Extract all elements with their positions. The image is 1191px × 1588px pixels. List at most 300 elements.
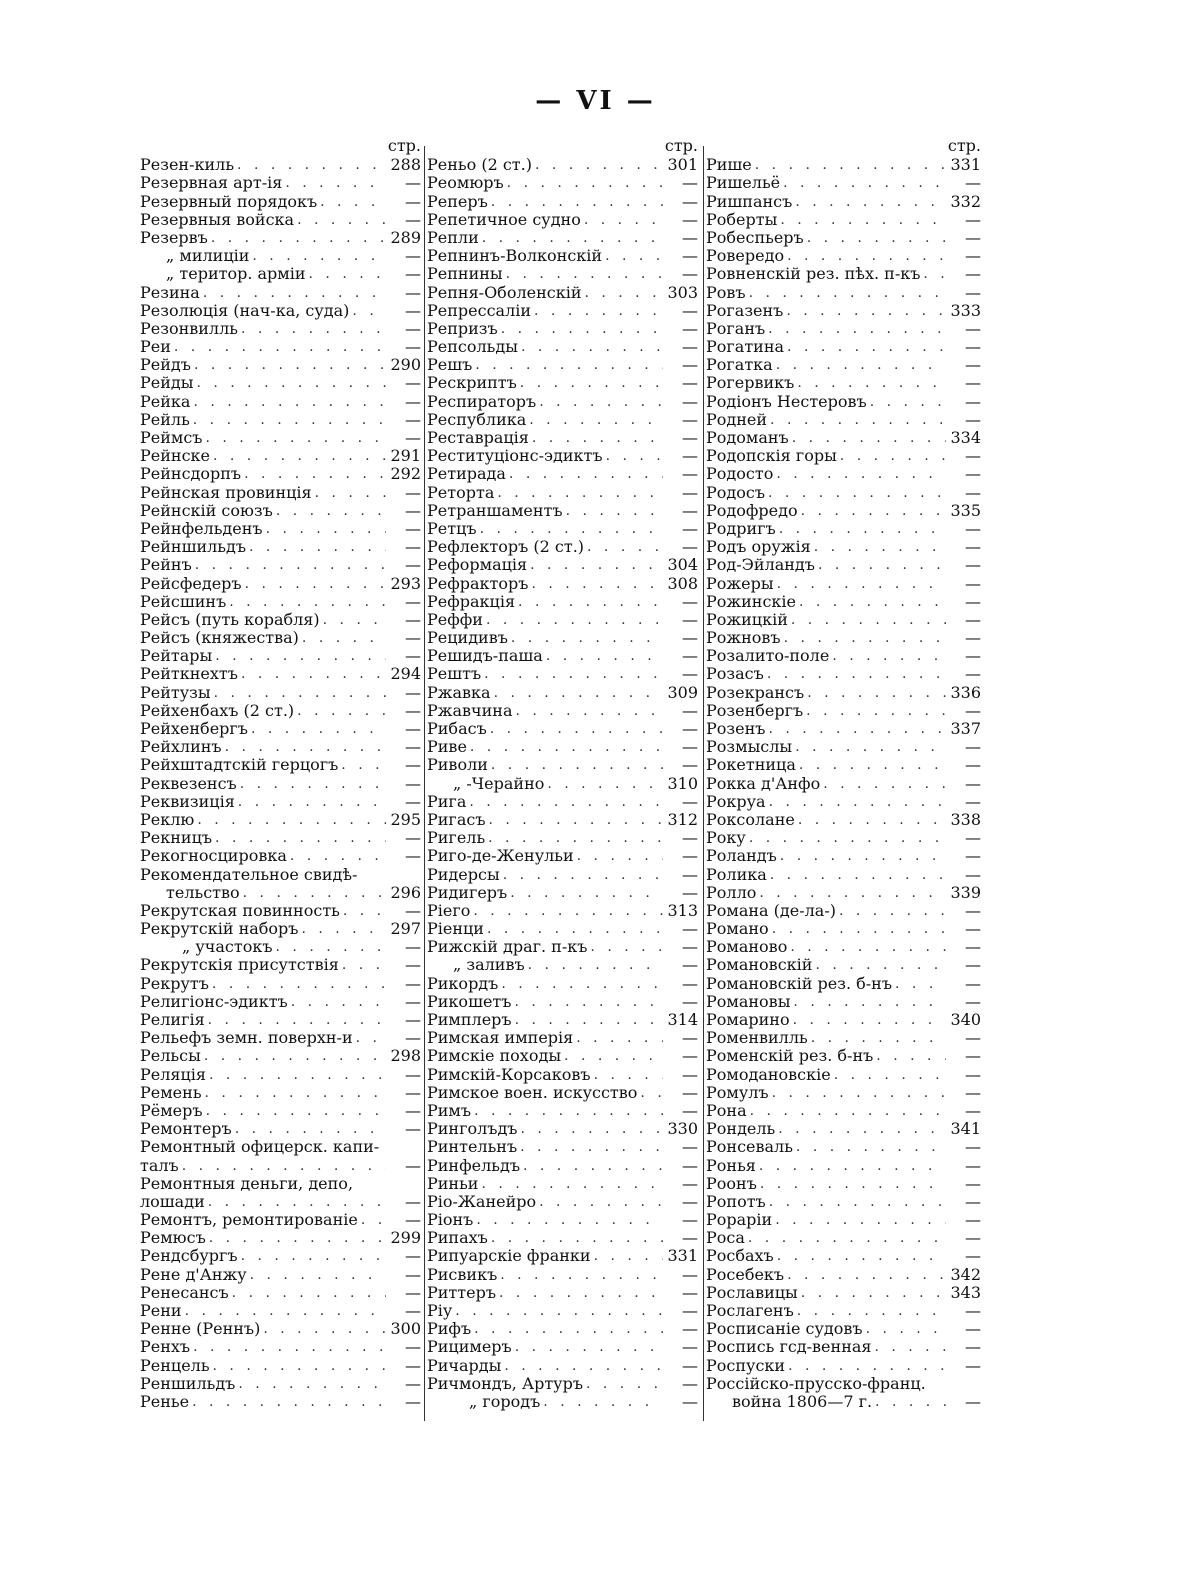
entry-term: Рецидивъ <box>427 628 508 648</box>
index-entry <box>427 1393 700 1411</box>
index-entry <box>140 520 423 538</box>
entry-page: — <box>682 846 698 866</box>
dot-leader <box>469 793 663 811</box>
entry-term: Рибасъ <box>427 719 487 738</box>
index-entry <box>427 483 700 501</box>
dot-leader <box>520 1138 663 1156</box>
dot-leader <box>341 756 386 774</box>
index-entry <box>706 229 983 247</box>
dot-leader <box>213 1357 386 1375</box>
entry-term: Риттеръ <box>427 1282 497 1302</box>
dot-leader <box>839 902 946 920</box>
entry-page: — <box>965 919 981 939</box>
index-entry <box>427 647 700 665</box>
entry-page: — <box>405 609 421 629</box>
entry-term: Реффи <box>427 609 483 629</box>
entry-term: Родіонъ Нестеровъ <box>706 391 867 411</box>
index-entry <box>706 1302 983 1320</box>
entry-term: Рейль <box>140 409 190 429</box>
index-entry <box>140 629 423 647</box>
index-entry <box>427 993 700 1011</box>
entry-page: — <box>965 1319 981 1339</box>
entry-page: 337 <box>950 719 981 738</box>
dot-leader <box>584 211 663 229</box>
index-entry <box>427 1356 700 1374</box>
dot-leader <box>494 684 663 702</box>
index-entry <box>706 884 983 902</box>
entry-term: Романа (де-ла-) <box>706 900 836 920</box>
index-entry <box>140 902 423 920</box>
entry-page: — <box>965 391 981 411</box>
dot-leader <box>866 1320 946 1338</box>
dot-leader <box>780 211 946 229</box>
entry-page: — <box>405 173 421 193</box>
entry-page: — <box>682 318 698 338</box>
entry-page: — <box>405 773 421 793</box>
entry-page: — <box>965 828 981 848</box>
index-entry <box>427 720 700 738</box>
entry-term: Родоманъ <box>706 428 789 447</box>
entry-term: Рельефъ земн. поверхн-и <box>140 1028 353 1048</box>
index-entry <box>427 302 700 320</box>
index-entry <box>706 683 983 701</box>
dot-leader <box>195 556 386 574</box>
entry-term: Рейхенбергъ <box>140 719 248 738</box>
index-entry <box>140 1120 423 1138</box>
dot-leader <box>490 720 663 738</box>
index-entries <box>427 156 700 1411</box>
dot-leader <box>840 447 946 465</box>
entry-page: 343 <box>950 1282 981 1302</box>
entry-page: — <box>965 282 981 302</box>
entry-page: — <box>405 318 421 338</box>
entry-term: Римъ <box>427 1100 472 1120</box>
index-entry <box>427 1302 700 1320</box>
index-entry <box>140 884 423 902</box>
dot-leader <box>192 1393 386 1411</box>
index-column-3 <box>706 136 983 1411</box>
entry-term: Рескриптъ <box>427 373 517 393</box>
index-entry <box>140 265 423 283</box>
entry-page: — <box>965 755 981 775</box>
entry-term: Рени <box>140 1301 182 1320</box>
entry-page: — <box>965 737 981 757</box>
dot-leader <box>500 1266 663 1284</box>
entry-term: Ровненскій рез. пѣх. п-къ <box>706 264 921 284</box>
entry-page: — <box>405 300 421 320</box>
entry-page: — <box>405 1301 421 1320</box>
entry-term: Рекрутскія присутствія <box>140 955 339 975</box>
index-entry <box>140 392 423 410</box>
entry-term: Родъ оружія <box>706 537 811 557</box>
entry-page: — <box>405 737 421 757</box>
entry-term: Рогатина <box>706 337 785 357</box>
entry-page: 312 <box>667 809 698 829</box>
entry-page: 290 <box>390 355 421 375</box>
index-entry <box>706 1120 983 1138</box>
entry-page: — <box>405 1264 421 1284</box>
index-entry <box>427 1211 700 1229</box>
entry-page: 340 <box>950 1010 981 1029</box>
index-entry <box>140 1211 423 1229</box>
index-entry <box>427 1156 700 1174</box>
entry-page: — <box>965 591 981 611</box>
entry-page: — <box>682 482 698 502</box>
entry-term: Рефлекторъ (2 ст.) <box>427 537 585 557</box>
dot-leader <box>511 629 663 647</box>
index-entry <box>140 1393 423 1411</box>
dot-leader <box>576 1029 663 1047</box>
entry-term: Ренцель <box>140 1355 210 1375</box>
entry-term: Ролло <box>706 882 757 902</box>
dot-leader <box>587 538 663 556</box>
entry-term: Романово <box>706 937 788 957</box>
dot-leader <box>203 284 386 302</box>
dot-leader <box>640 1084 663 1102</box>
entry-page: — <box>405 846 421 866</box>
entry-page: 308 <box>667 573 698 593</box>
dot-leader <box>792 429 946 447</box>
index-entry <box>706 756 983 774</box>
index-entry <box>427 374 700 392</box>
entry-page: — <box>965 864 981 884</box>
index-entry <box>427 338 700 356</box>
entry-page: 292 <box>390 464 421 484</box>
entry-term: Ридерсы <box>427 864 500 884</box>
dot-leader <box>778 1120 946 1138</box>
index-entry <box>140 756 423 774</box>
index-entry <box>706 211 983 229</box>
index-entry <box>140 1320 423 1338</box>
entry-term: война 1806—7 г. <box>732 1391 873 1411</box>
index-entry <box>706 665 983 683</box>
entry-page: 335 <box>950 500 981 520</box>
index-entry <box>427 593 700 611</box>
entry-term: Рипуарскіе франки <box>427 1246 591 1266</box>
index-entry <box>427 174 700 192</box>
index-entry <box>706 1393 983 1411</box>
entry-page: — <box>965 1082 981 1102</box>
index-entry <box>706 1320 983 1338</box>
dot-leader <box>209 1229 386 1247</box>
entry-page: — <box>405 828 421 848</box>
index-entry <box>706 302 983 320</box>
entry-page: — <box>965 464 981 484</box>
index-entry <box>140 283 423 301</box>
dot-leader <box>755 156 946 174</box>
index-entry <box>140 483 423 501</box>
entry-page: 332 <box>950 191 981 211</box>
entry-page: — <box>405 682 421 702</box>
entry-term: Ринфельдъ <box>427 1155 520 1175</box>
dot-leader <box>772 1084 946 1102</box>
entry-term: Республика <box>427 409 527 429</box>
entry-page: 333 <box>950 300 981 320</box>
dot-leader <box>577 847 663 865</box>
entry-term: Рогатка <box>706 355 773 375</box>
index-entry <box>706 1102 983 1120</box>
entry-term: Ригасъ <box>427 809 486 829</box>
dot-leader <box>534 302 663 320</box>
entry-page: — <box>682 1137 698 1157</box>
entry-term: Реи <box>140 337 171 357</box>
index-entry <box>427 429 700 447</box>
entry-term: Ріенци <box>427 919 484 939</box>
entry-page: — <box>682 300 698 320</box>
index-entry <box>427 465 700 483</box>
dot-leader <box>759 884 946 902</box>
entry-term: Рикошетъ <box>427 991 512 1011</box>
entry-term: Рейнске <box>140 446 210 466</box>
entry-page: — <box>405 209 421 229</box>
entry-term: Розенъ <box>706 719 766 738</box>
entry-page: 331 <box>950 155 981 175</box>
entry-page: — <box>965 1355 981 1375</box>
entry-term: Рейсфедеръ <box>140 573 242 593</box>
entry-term: Реторта <box>427 482 495 502</box>
entry-term: Рораріи <box>706 1210 773 1230</box>
entry-term: Ропотъ <box>706 1191 766 1211</box>
index-entry <box>140 811 423 829</box>
entry-page: — <box>965 1337 981 1357</box>
entry-page: 294 <box>390 664 421 684</box>
dot-leader <box>532 429 663 447</box>
entry-page: — <box>405 628 421 648</box>
entry-term: Резервъ <box>140 227 208 247</box>
dot-leader <box>564 1047 663 1065</box>
index-entry <box>140 1284 423 1302</box>
dot-leader <box>250 1266 386 1284</box>
index-entry <box>140 1138 423 1156</box>
entry-term: Ронсеваль <box>706 1137 793 1157</box>
index-entry <box>706 1193 983 1211</box>
dot-leader <box>795 193 946 211</box>
dot-leader <box>895 975 946 993</box>
dot-leader <box>361 1211 386 1229</box>
entry-page: — <box>965 1028 981 1048</box>
entry-term: Ромарино <box>706 1010 790 1029</box>
entry-page: — <box>965 1301 981 1320</box>
index-entry <box>140 502 423 520</box>
entry-term: Ролика <box>706 864 767 884</box>
dot-leader <box>497 484 663 502</box>
dot-leader <box>488 829 663 847</box>
dot-leader <box>197 811 386 829</box>
entry-term: Рослагенъ <box>706 1301 794 1320</box>
index-entry <box>140 738 423 756</box>
entry-page: — <box>965 1210 981 1230</box>
entry-page: — <box>405 719 421 738</box>
dot-leader <box>241 665 386 683</box>
index-entry <box>427 1338 700 1356</box>
entry-page: — <box>965 409 981 429</box>
entry-term: Рижскій драг. п-къ <box>427 937 588 957</box>
dot-leader <box>487 920 663 938</box>
index-entry <box>706 556 983 574</box>
entry-page: 339 <box>950 882 981 902</box>
index-entry <box>427 611 700 629</box>
entry-term: Ричарды <box>427 1355 502 1375</box>
entry-term: Рейнская провинція <box>140 482 312 502</box>
entry-term: „ милиціи <box>166 246 250 266</box>
entry-term: Реперъ <box>427 191 488 211</box>
entry-term: Резолюція (нач-ка, суда) <box>140 300 350 320</box>
index-entry <box>706 1211 983 1229</box>
index-entry <box>140 538 423 556</box>
dot-leader <box>770 866 946 884</box>
dot-leader <box>276 502 386 520</box>
entry-page: — <box>405 555 421 575</box>
entry-page: — <box>405 955 421 975</box>
dot-leader <box>768 484 946 502</box>
entry-term: Реймсъ <box>140 428 203 447</box>
entry-term: Розекрансъ <box>706 682 805 702</box>
index-entry <box>706 847 983 865</box>
entry-page: — <box>405 1191 421 1211</box>
dot-leader <box>193 411 386 429</box>
entry-page: — <box>682 391 698 411</box>
dot-leader <box>799 593 946 611</box>
entry-page: — <box>405 1119 421 1139</box>
index-entry <box>427 1284 700 1302</box>
dot-leader <box>876 1047 946 1065</box>
index-entry <box>706 611 983 629</box>
dot-leader <box>799 756 946 774</box>
entry-page: — <box>405 991 421 1011</box>
dot-leader <box>590 938 663 956</box>
entry-term: Рожицкій <box>706 609 788 629</box>
entry-term: Рейдъ <box>140 355 191 375</box>
column-divider <box>424 146 425 1421</box>
dot-leader <box>797 374 946 392</box>
entry-page: — <box>682 991 698 1011</box>
index-entry <box>427 829 700 847</box>
entry-page: — <box>682 609 698 629</box>
dot-leader <box>245 575 386 593</box>
entry-page: — <box>682 1337 698 1357</box>
entry-page: — <box>965 900 981 920</box>
entry-page: — <box>682 246 698 266</box>
index-entry <box>427 665 700 683</box>
entry-term: Реституціонс-эдиктъ <box>427 446 603 466</box>
index-entry <box>427 920 700 938</box>
dot-leader <box>520 1120 663 1138</box>
dot-leader <box>530 556 663 574</box>
entry-page: — <box>965 537 981 557</box>
entry-term: Рекницъ <box>140 828 213 848</box>
index-entry <box>140 974 423 992</box>
dot-leader <box>791 611 946 629</box>
entry-page: — <box>965 955 981 975</box>
entry-term: Рикордъ <box>427 973 499 993</box>
index-entry <box>427 683 700 701</box>
index-entry <box>706 1011 983 1029</box>
entry-term: Рефракторъ <box>427 573 529 593</box>
index-column-2 <box>427 136 700 1411</box>
index-entry <box>706 356 983 374</box>
dot-leader <box>352 302 386 320</box>
entry-page: 288 <box>390 155 421 175</box>
entry-term: Реквезенсъ <box>140 773 237 793</box>
dot-leader <box>531 575 663 593</box>
index-entry <box>427 265 700 283</box>
index-entry <box>427 956 700 974</box>
entry-term: Ренесансъ <box>140 1282 229 1302</box>
entry-term: Рейнъ <box>140 555 192 575</box>
dot-leader <box>206 1102 386 1120</box>
index-entry <box>427 793 700 811</box>
entry-term: Ретцъ <box>427 518 477 538</box>
entry-page: — <box>965 1191 981 1211</box>
entry-term: Розмыслы <box>706 737 793 757</box>
entry-page: — <box>682 1301 698 1320</box>
dot-leader <box>193 393 386 411</box>
index-entry <box>140 320 423 338</box>
dot-leader <box>470 738 663 756</box>
dot-leader <box>769 1193 946 1211</box>
index-entries <box>706 156 983 1411</box>
dot-leader <box>501 320 663 338</box>
index-entry <box>427 1138 700 1156</box>
entry-term: Ровередо <box>706 246 785 266</box>
dot-leader <box>796 1138 946 1156</box>
entry-page: — <box>965 628 981 648</box>
entry-page: — <box>682 882 698 902</box>
dot-leader <box>594 1247 663 1265</box>
entry-term: Рекрутъ <box>140 973 209 993</box>
entry-term: Рогазенъ <box>706 300 784 320</box>
entry-term: Ретраншаментъ <box>427 500 563 520</box>
entry-term: Римскіе походы <box>427 1046 562 1066</box>
entry-term: Ремонтный офицерск. капи- <box>140 1137 380 1157</box>
dot-leader <box>793 993 946 1011</box>
entry-term: Рекрутскій наборъ <box>140 919 299 939</box>
dot-leader <box>263 1320 386 1338</box>
entry-term: Рештъ <box>427 664 482 684</box>
index-entry <box>427 447 700 465</box>
dot-leader <box>243 884 386 902</box>
entry-page: — <box>682 664 698 684</box>
dot-leader <box>523 1157 663 1175</box>
entry-page: — <box>405 428 421 447</box>
index-entry <box>140 356 423 374</box>
entry-term: Род-Эйландъ <box>706 555 815 575</box>
entry-page: — <box>405 1028 421 1048</box>
entry-page: — <box>682 337 698 357</box>
dot-leader <box>251 720 386 738</box>
dot-leader <box>520 374 663 392</box>
entry-term: Ричмондъ, Артуръ <box>427 1373 583 1393</box>
index-entry <box>706 1156 983 1174</box>
index-entry <box>706 1356 983 1374</box>
dot-leader <box>788 1357 946 1375</box>
entry-page: — <box>682 1028 698 1048</box>
entry-page: 304 <box>667 555 698 575</box>
entry-term: Родригъ <box>706 518 776 538</box>
index-entry <box>140 1029 423 1047</box>
dot-leader <box>515 1011 663 1029</box>
dot-leader <box>475 356 663 374</box>
entry-page: — <box>405 337 421 357</box>
entry-term: Росебекъ <box>706 1264 785 1284</box>
entry-term: Резервный порядокъ <box>140 191 318 211</box>
entry-page: — <box>682 1264 698 1284</box>
index-entry <box>706 974 983 992</box>
page-column-header: стр. <box>947 136 981 155</box>
page-column-header: стр. <box>664 136 698 155</box>
dot-leader <box>229 593 386 611</box>
entry-term: Рокетница <box>706 755 796 775</box>
